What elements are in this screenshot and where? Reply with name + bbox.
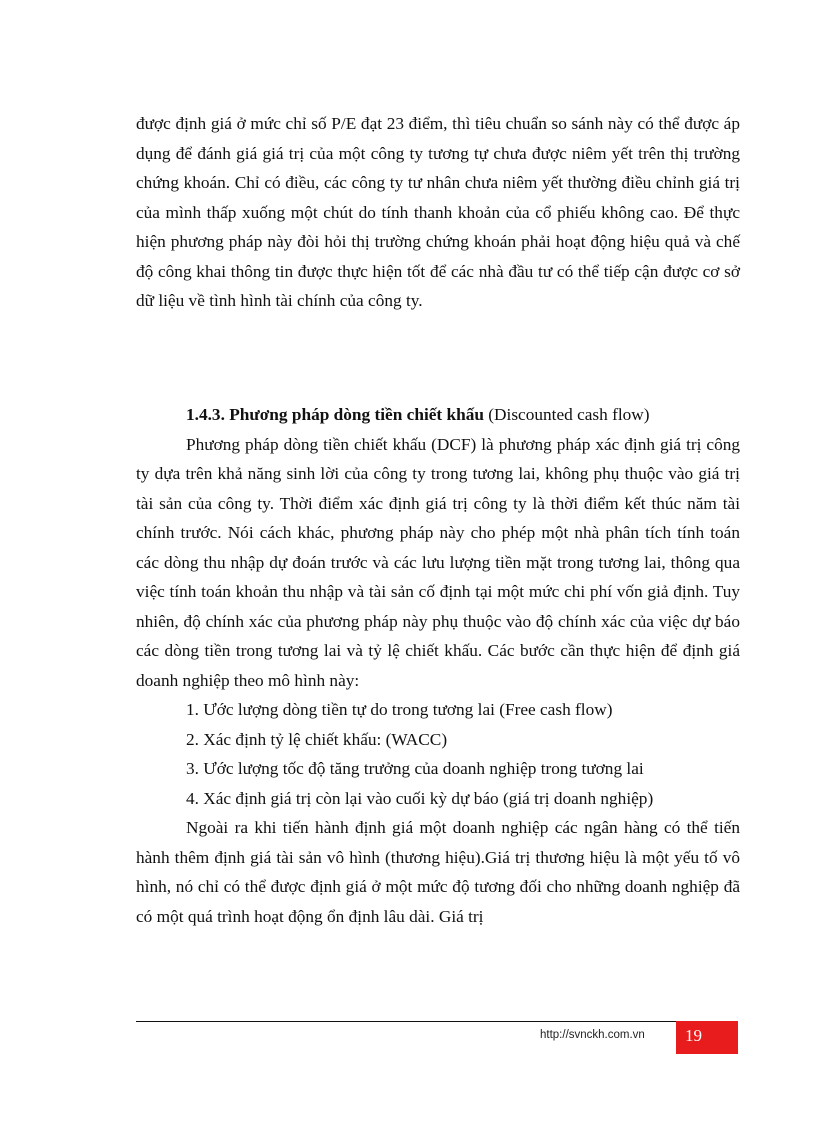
section-heading-subtitle: (Discounted cash flow) — [483, 405, 650, 424]
list-item: 1. Ước lượng dòng tiền tự do trong tương lai (Free cash flow) — [186, 700, 613, 719]
page-number-box — [676, 1021, 738, 1054]
paragraph-pe-valuation: được định giá ở mức chỉ số P/E đạt 23 điểm, thì tiêu chuẩn so sánh này có thể được áp dụng để đánh giá giá trị của một công ty tương tự chưa được niêm yết trên thị trường chứng khoán. Chỉ có điều, các công ty tư nhân chưa niêm yết thường điều chỉnh giá trị của mình thấp xuống một chút do tính thanh khoản của cổ phiếu không cao. Để thực hiện phương pháp này đòi hỏi thị trường chứng khoán phải hoạt động hiệu quả và chế độ công khai thông tin được thực hiện tốt để các nhà đầu tư có thể tiếp cận được cơ sở dữ liệu về tình hình tài chính của công ty. — [136, 114, 740, 310]
footer-divider — [136, 1021, 680, 1022]
section-dcf — [136, 400, 740, 931]
paragraph-dcf-definition: Phương pháp dòng tiền chiết khấu (DCF) là phương pháp xác định giá trị công ty dựa trên khả năng sinh lời của công ty trong tương lai, không phụ thuộc vào giá trị tài sản của công ty. Thời điểm xác định giá trị công ty là thời điểm kết thúc năm tài chính trước. Nói cách khác, phương pháp này cho phép một nhà phân tích tính toán các dòng thu nhập dự đoán trước và các lưu lượng tiền mặt trong tương lai, thông qua việc tính toán khoản thu nhập và tài sản cố định tại một mức chi phí vốn giả định. Tuy nhiên, độ chính xác của phương pháp này phụ thuộc vào độ chính xác của việc dự báo các dòng tiền trong tương lai và tỷ lệ chiết khấu. Các bước cần thực hiện để định giá doanh nghiệp theo mô hình này: — [136, 434, 740, 690]
paragraph-brand-valuation: Ngoài ra khi tiến hành định giá một doanh nghiệp các ngân hàng có thể tiến hành thêm định giá tài sản vô hình (thương hiệu).Giá trị thương hiệu là một yếu tố vô hình, nó chỉ có thể được định giá ở một mức độ tương đối cho những doanh nghiệp đã có một quá trình hoạt động ổn định lâu dài. Giá trị — [136, 818, 740, 926]
list-item: 3. Ước lượng tốc độ tăng trưởng của doanh nghiệp trong tương lai — [186, 759, 644, 778]
dcf-steps-list — [136, 695, 740, 813]
page-number: 19 — [685, 1026, 702, 1045]
footer-url: http://svnckh.com.vn — [540, 1029, 645, 1041]
section-heading-title: 1.4.3. Phương pháp dòng tiền chiết khấu — [186, 405, 484, 424]
section-heading — [136, 400, 740, 430]
list-item: 4. Xác định giá trị còn lại vào cuối kỳ dự báo (giá trị doanh nghiệp) — [186, 788, 654, 808]
list-item: 2. Xác định tỷ lệ chiết khấu: (WACC) — [186, 729, 448, 749]
